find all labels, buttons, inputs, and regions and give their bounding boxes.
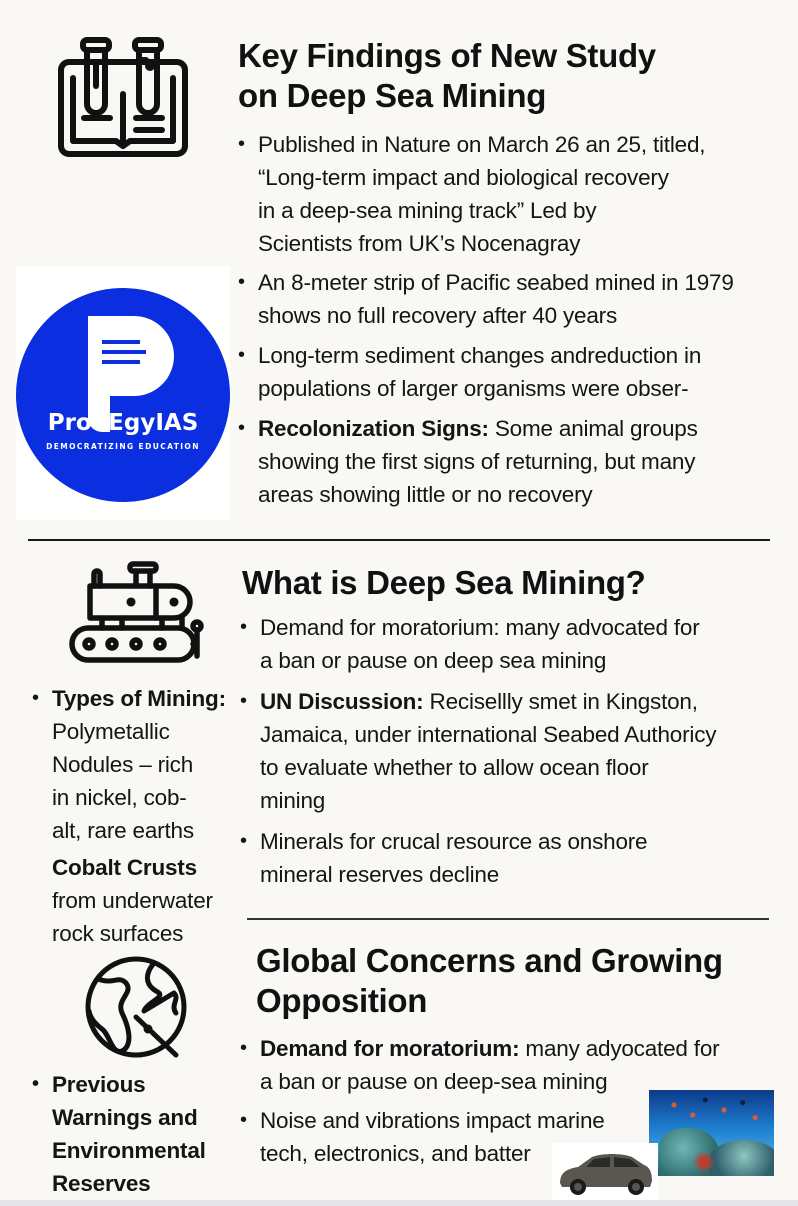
mining-vehicle-icon xyxy=(66,560,206,664)
previous-line: • Previous xyxy=(52,1072,146,1097)
bullet-text: Some animal groups xyxy=(488,416,698,441)
bullet-line: mining xyxy=(260,788,326,813)
bullet-line xyxy=(258,412,788,445)
types-bullet xyxy=(32,682,242,950)
section1-title-line2: on Deep Sea Mining xyxy=(238,77,547,114)
moratorium-bullet xyxy=(240,611,795,677)
logo-tagline: DEMOCRATIZING EDUCATION xyxy=(46,442,200,451)
previous-line: Reserves xyxy=(52,1171,151,1196)
bullet-line xyxy=(260,1032,795,1065)
bullet-line xyxy=(260,685,795,718)
section3-title xyxy=(256,941,723,1021)
types-line: from underwater xyxy=(52,888,213,913)
types-line: alt, rare earths xyxy=(52,818,194,843)
bullet-line: shows no full recovery after 40 years xyxy=(258,303,618,328)
minerals-bullet xyxy=(240,825,795,891)
bullet-line: • An 8-meter strip of Pacific seabed mined in 1979 xyxy=(258,270,734,295)
section-divider xyxy=(28,539,770,541)
finding-publication xyxy=(238,128,788,260)
coral-reef-photo xyxy=(649,1090,774,1176)
section2-bullets xyxy=(240,611,795,891)
types-label: • Types of Mining: xyxy=(52,686,226,711)
bullet-bold-label: Recolonization Signs: xyxy=(258,416,489,441)
bullet-text: Recisellly smet in Kingston, xyxy=(423,689,698,714)
globe-prohibited-icon xyxy=(84,955,188,1059)
previous-warnings xyxy=(32,1068,242,1200)
bullet-line: populations of larger organisms were obser- xyxy=(258,376,689,401)
bullet-line: • Published in Nature on March 26 an 25, titled, xyxy=(258,132,706,157)
bullet-line: • Noise and vibrations impact marine xyxy=(260,1108,605,1133)
bottom-edge xyxy=(0,1200,798,1206)
previous-warnings-bullet xyxy=(32,1068,242,1200)
brand-logo xyxy=(16,266,230,520)
cobalt-crusts-label: Cobalt Crusts xyxy=(52,855,197,880)
bullet-line: • Demand for moratorium: many advocated for xyxy=(260,615,700,640)
previous-line: Warnings and xyxy=(52,1105,198,1130)
types-line: rock surfaces xyxy=(52,921,184,946)
fish-dots xyxy=(649,1090,774,1140)
bullet-bold-label: UN Discussion: xyxy=(260,689,424,714)
finding-strip xyxy=(238,266,788,332)
section1-title-line1: Key Findings of New Study xyxy=(238,37,656,74)
car-icon xyxy=(552,1143,658,1200)
un-discussion-bullet xyxy=(240,685,795,817)
section-divider-2 xyxy=(247,918,769,920)
bullet-line: • Long-term sediment changes andreduction in xyxy=(258,343,702,368)
bullet-line: a ban or pause on deep-sea mining xyxy=(260,1069,608,1094)
bullet-line: in a deep-sea mining track” Led by xyxy=(258,198,597,223)
bullet-line: mineral reserves decline xyxy=(260,862,500,887)
reef-red-coral xyxy=(689,1152,719,1172)
section1-bullets xyxy=(238,128,788,260)
types-of-mining xyxy=(32,682,242,950)
bullet-line: a ban or pause on deep sea mining xyxy=(260,648,607,673)
logo-brand-name: ProdEgyIAS xyxy=(47,410,199,436)
finding-sediment xyxy=(238,339,788,405)
section1-bullets-2 xyxy=(238,266,788,511)
types-line: Nodules – rich xyxy=(52,752,194,777)
previous-line: Environmental xyxy=(52,1138,206,1163)
bullet-line: “Long-term impact and biological recovery xyxy=(258,165,669,190)
section3-title-line1: Global Concerns and Growing xyxy=(256,942,723,979)
section3-title-line2: Opposition xyxy=(256,982,428,1019)
bullet-line: showing the first signs of returning, but many xyxy=(258,449,696,474)
bullet-text: many adyocated for xyxy=(519,1036,720,1061)
section1-title xyxy=(238,36,656,116)
lab-book-icon xyxy=(58,36,188,158)
bullet-line: • Minerals for crucal resource as onshore xyxy=(260,829,648,854)
section2-title: What is Deep Sea Mining? xyxy=(242,564,646,601)
bullet-line: areas showing little or no recovery xyxy=(258,482,593,507)
bullet-line: Jamaica, under international Seabed Authoricy xyxy=(260,722,717,747)
electric-car-photo xyxy=(552,1143,658,1200)
bullet-line: to evaluate whether to allow ocean floor xyxy=(260,755,649,780)
global-moratorium-bullet xyxy=(240,1032,795,1098)
types-line: in nickel, cob- xyxy=(52,785,187,810)
finding-recolonization xyxy=(238,412,788,511)
types-line: Polymetallic xyxy=(52,719,170,744)
bullet-line: tech, electronics, and batter xyxy=(260,1141,531,1166)
bullet-bold-label: Demand for moratorium: xyxy=(260,1036,520,1061)
bullet-line: Scientists from UK’s Nocenagray xyxy=(258,231,581,256)
